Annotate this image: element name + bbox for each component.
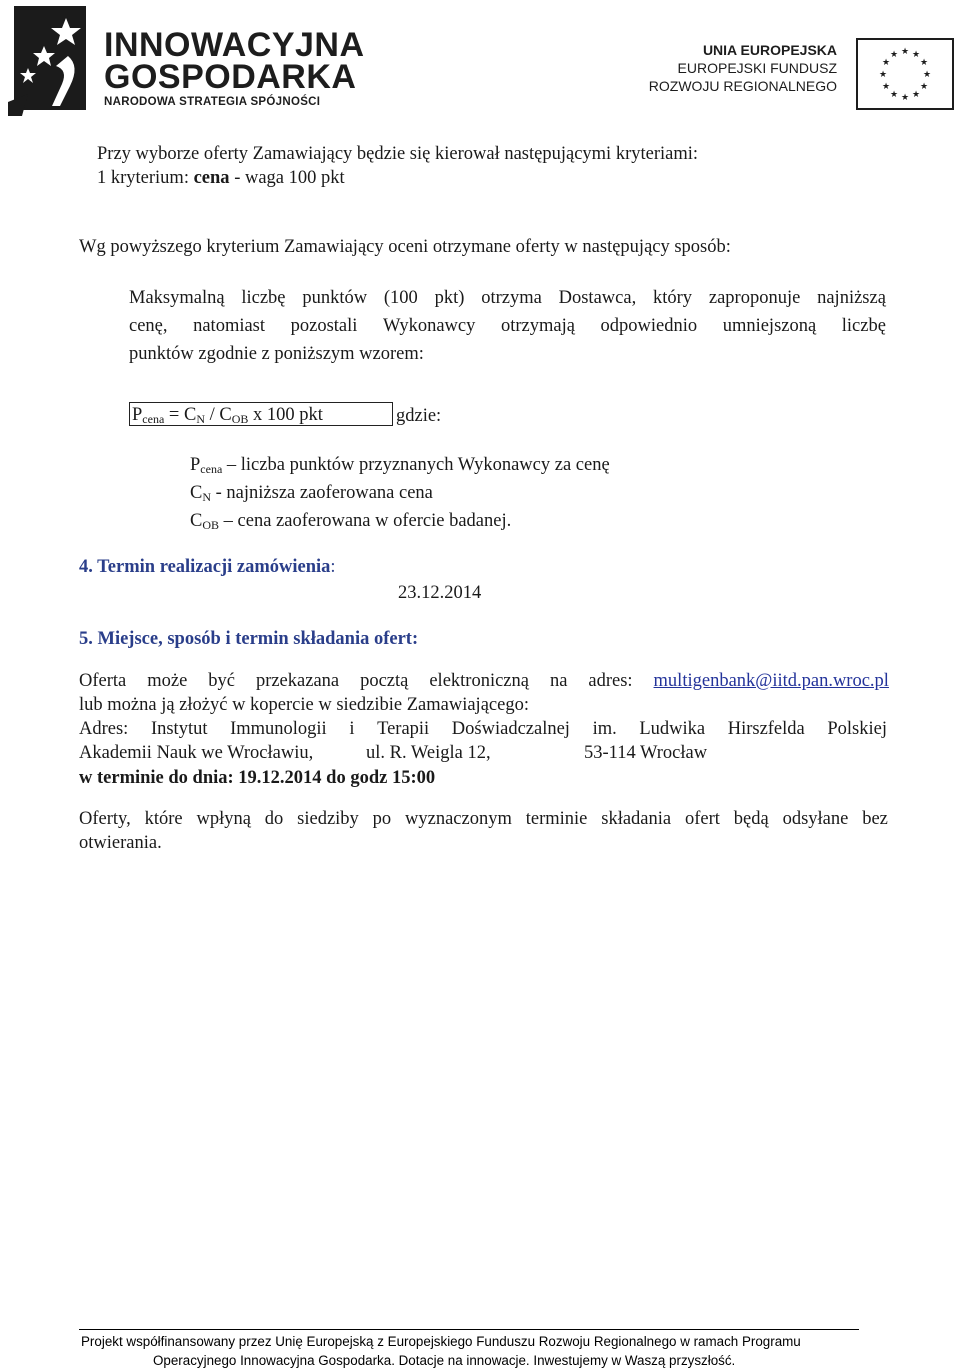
formula-p: P [132, 405, 143, 425]
legend-text: – cena zaoferowana w ofercie badanej. [219, 511, 512, 531]
formula-p-sub: cena [142, 412, 165, 426]
word: punktów [302, 288, 368, 308]
word: natomiast [193, 316, 266, 336]
word: odsyłane [782, 809, 849, 829]
word: być [208, 671, 235, 691]
criteria-weight: - waga 100 pkt [229, 168, 345, 188]
word: bez [862, 809, 888, 829]
word: Oferta [79, 671, 127, 691]
criteria-line [97, 166, 345, 190]
formula-where: gdzie: [396, 406, 442, 426]
word: ofert [684, 809, 720, 829]
word: terminie [525, 809, 588, 829]
word: pkt) [434, 288, 465, 308]
word: Polskiej [827, 719, 887, 739]
footer-line-1: Projekt współfinansowany przez Unię Europejską z Europejskiego Funduszu Rozwoju Regionalnego w ramach Programu [81, 1334, 801, 1349]
word: pozostali [290, 316, 358, 336]
legend-item-c-n [190, 481, 433, 505]
word: odpowiednio [600, 316, 698, 336]
word: Adres: [79, 719, 129, 739]
svg-text:★: ★ [919, 82, 929, 92]
formula-box [129, 402, 393, 426]
word: Wykonawcy [382, 316, 476, 336]
word: Ludwika [639, 719, 706, 739]
section-5-line-2: lub można ją złożyć w kopercie w siedzibie Zamawiającego: [79, 695, 529, 715]
method-para-line-3: punktów zgodnie z poniższym wzorem: [129, 344, 424, 364]
word: cenę, [129, 316, 168, 336]
svg-text:★: ★ [911, 50, 921, 60]
word: Oferty, [79, 809, 131, 829]
postal-city: 53-114 Wrocław [584, 743, 708, 763]
svg-text:★: ★ [881, 82, 891, 92]
word: Hirszfelda [727, 719, 805, 739]
method-para-line-1 [129, 286, 886, 310]
criteria-intro: Przy wyborze oferty Zamawiający będzie się kierował następującymi kryteriami: [97, 144, 699, 164]
svg-text:★: ★ [900, 93, 910, 103]
street-address: ul. R. Weigla 12, [366, 743, 491, 763]
word: wyznaczonym [405, 809, 512, 829]
legend-sub: cena [200, 462, 223, 476]
word: Instytut [150, 719, 208, 739]
svg-text:★: ★ [889, 50, 899, 60]
legend-item-p-cena [190, 453, 610, 477]
criteria-prefix: 1 kryterium: [97, 168, 194, 188]
word: może [147, 671, 188, 691]
logo-line-1: INNOWACYJNA [104, 26, 365, 64]
word: siedziby [297, 809, 359, 829]
word: liczbę [241, 288, 286, 308]
email-link[interactable]: multigenbank@iitd.pan.wroc.pl [653, 671, 889, 691]
legend-sym: C [190, 483, 203, 503]
section-5-heading: 5. Miejsce, sposób i termin składania ofert: [79, 629, 419, 649]
word: na [549, 671, 568, 691]
word: do [264, 809, 284, 829]
legend-sub: N [202, 490, 212, 504]
formula-div: / C [204, 405, 232, 425]
word: otrzymają [500, 316, 575, 336]
word: adres: [588, 671, 633, 691]
word: będą [733, 809, 769, 829]
word: Immunologii [230, 719, 327, 739]
innowacyjna-gospodarka-logo [8, 6, 365, 116]
word: Dostawca, [558, 288, 637, 308]
section-5-line-1 [79, 669, 889, 693]
word: pocztą [360, 671, 409, 691]
word: umniejszoną [722, 316, 817, 336]
section-5-city-line [79, 741, 313, 765]
eu-line-1: UNIA EUROPEJSKA [702, 42, 837, 58]
legend-sym: P [190, 455, 201, 475]
word: Maksymalną [129, 288, 225, 308]
word: po [372, 809, 392, 829]
section-4-heading-bold: 4. Termin realizacji zamówienia [79, 557, 331, 577]
eu-line-3: ROZWOJU REGIONALNEGO [648, 78, 837, 94]
word: najniższą [817, 288, 886, 308]
method-intro: Wg powyższego kryterium Zamawiający oceni otrzymane oferty w następujący sposób: [79, 237, 731, 257]
svg-text:★: ★ [911, 90, 921, 100]
word: elektroniczną [429, 671, 529, 691]
formula-tail: x 100 pkt [248, 405, 323, 425]
word: przekazana [255, 671, 340, 691]
svg-text:★: ★ [919, 58, 929, 68]
svg-text:★: ★ [878, 70, 888, 80]
academy-name: Akademii Nauk we Wrocławiu, [79, 743, 314, 763]
word: (100 [383, 288, 418, 308]
word: składania [601, 809, 672, 829]
star-figure-icon [8, 6, 108, 116]
word: wpłyną [196, 809, 251, 829]
eu-line-2: EUROPEJSKI FUNDUSZ [677, 60, 837, 76]
section-4-heading-tail: : [330, 557, 336, 577]
closing-line-2: otwierania. [79, 833, 162, 853]
unia-europejska-logo [648, 38, 955, 110]
section-5-address-line [79, 717, 887, 741]
method-para-line-2 [129, 314, 886, 338]
word: i [349, 719, 355, 739]
word: który [653, 288, 693, 308]
legend-sym: C [190, 511, 203, 531]
formula-eq: = C [164, 405, 197, 425]
section-4-heading [79, 555, 336, 579]
legend-text: - najniższa zaoferowana cena [211, 483, 433, 503]
svg-text:★: ★ [889, 90, 899, 100]
word: liczbę [841, 316, 886, 336]
section-4-date: 23.12.2014 [398, 583, 482, 603]
logo-line-2: GOSPODARKA [104, 58, 357, 96]
legend-sub: OB [202, 518, 220, 532]
logo-line-3: NARODOWA STRATEGIA SPÓJNOŚCI [104, 96, 321, 108]
legend-item-c-ob [190, 509, 511, 533]
formula-n-sub: N [196, 412, 205, 426]
word: Terapii [377, 719, 430, 739]
word: Doświadczalnej [451, 719, 570, 739]
svg-text:★: ★ [922, 70, 932, 80]
footer-line-2: Operacyjnego Innowacyjna Gospodarka. Dotacje na innowacje. Inwestujemy w Waszą przyszłość. [153, 1353, 736, 1368]
legend-text: – liczba punktów przyznanych Wykonawcy za cenę [222, 455, 610, 475]
deadline: w terminie do dnia: 19.12.2014 do godz 15:00 [79, 768, 436, 788]
word: im. [592, 719, 617, 739]
svg-text:★: ★ [881, 58, 891, 68]
closing-line-1 [79, 807, 888, 831]
criteria-name: cena [193, 168, 230, 188]
word: otrzyma [481, 288, 542, 308]
word: zaproponuje [708, 288, 801, 308]
svg-text:★: ★ [900, 47, 910, 57]
word: które [144, 809, 183, 829]
eu-stars-flag-icon [856, 38, 954, 110]
footer-divider [79, 1329, 859, 1330]
formula-ob-sub: OB [231, 412, 249, 426]
